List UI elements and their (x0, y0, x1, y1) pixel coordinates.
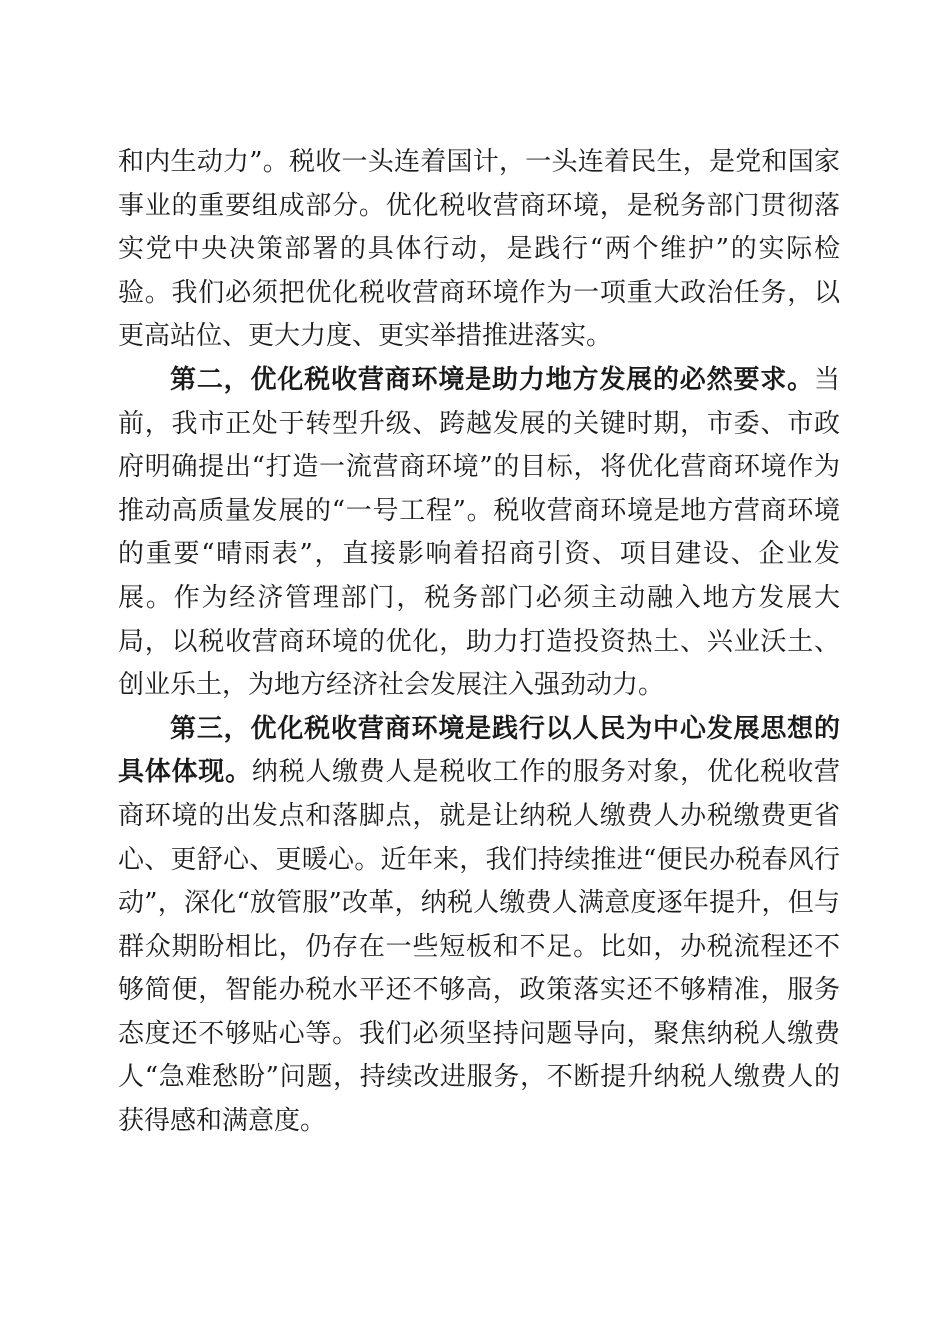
paragraph-text: 和内生动力”。税收一头连着国计，一头连着民生，是党和国家事业的重要组成部分。优化税收营商环境，是税务部门贯彻落实党中央决策部署的具体行动，是践行“两个维护”的实际检验。我们必须把优化税收营商环境作为一项重大政治任务，以更高站位、更大力度、更实举措推进落实。 (118, 147, 840, 352)
paragraph-third-point (118, 708, 840, 1144)
paragraph-second-point (118, 359, 840, 708)
document-body (118, 141, 840, 1144)
paragraph-lead-heading: 第二，优化税收营商环境是助力地方发展的必然要求。 (170, 364, 814, 395)
paragraph-continuation (118, 141, 840, 359)
paragraph-text: 当前，我市正处于转型升级、跨越发展的关键时期，市委、市政府明确提出“打造一流营商环境”的目标，将优化营商环境作为推动高质量发展的“一号工程”。税收营商环境是地方营商环境的重要“晴雨表”，直接影响着招商引资、项目建设、企业发展。作为经济管理部门，税务部门必须主动融入地方发展大局，以税收营商环境的优化，助力打造投资热土、兴业沃土、创业乐土，为地方经济社会发展注入强劲动力。 (118, 364, 840, 701)
paragraph-lead-heading: 第三，优化税收营商环境是践行以人民为中心发展思想的具体体现。 (118, 713, 840, 788)
paragraph-text: 纳税人缴费人是税收工作的服务对象，优化税收营商环境的出发点和落脚点，就是让纳税人缴费人办税缴费更省心、更舒心、更暖心。近年来，我们持续推进“便民办税春风行动”，深化“放管服”改革，纳税人缴费人满意度逐年提升，但与群众期盼相比，仍存在一些短板和不足。比如，办税流程还不够简便，智能办税水平还不够高，政策落实还不够精准，服务态度还不够贴心等。我们必须坚持问题导向，聚焦纳税人缴费人“急难愁盼”问题，持续改进服务，不断提升纳税人缴费人的获得感和满意度。 (118, 757, 840, 1137)
